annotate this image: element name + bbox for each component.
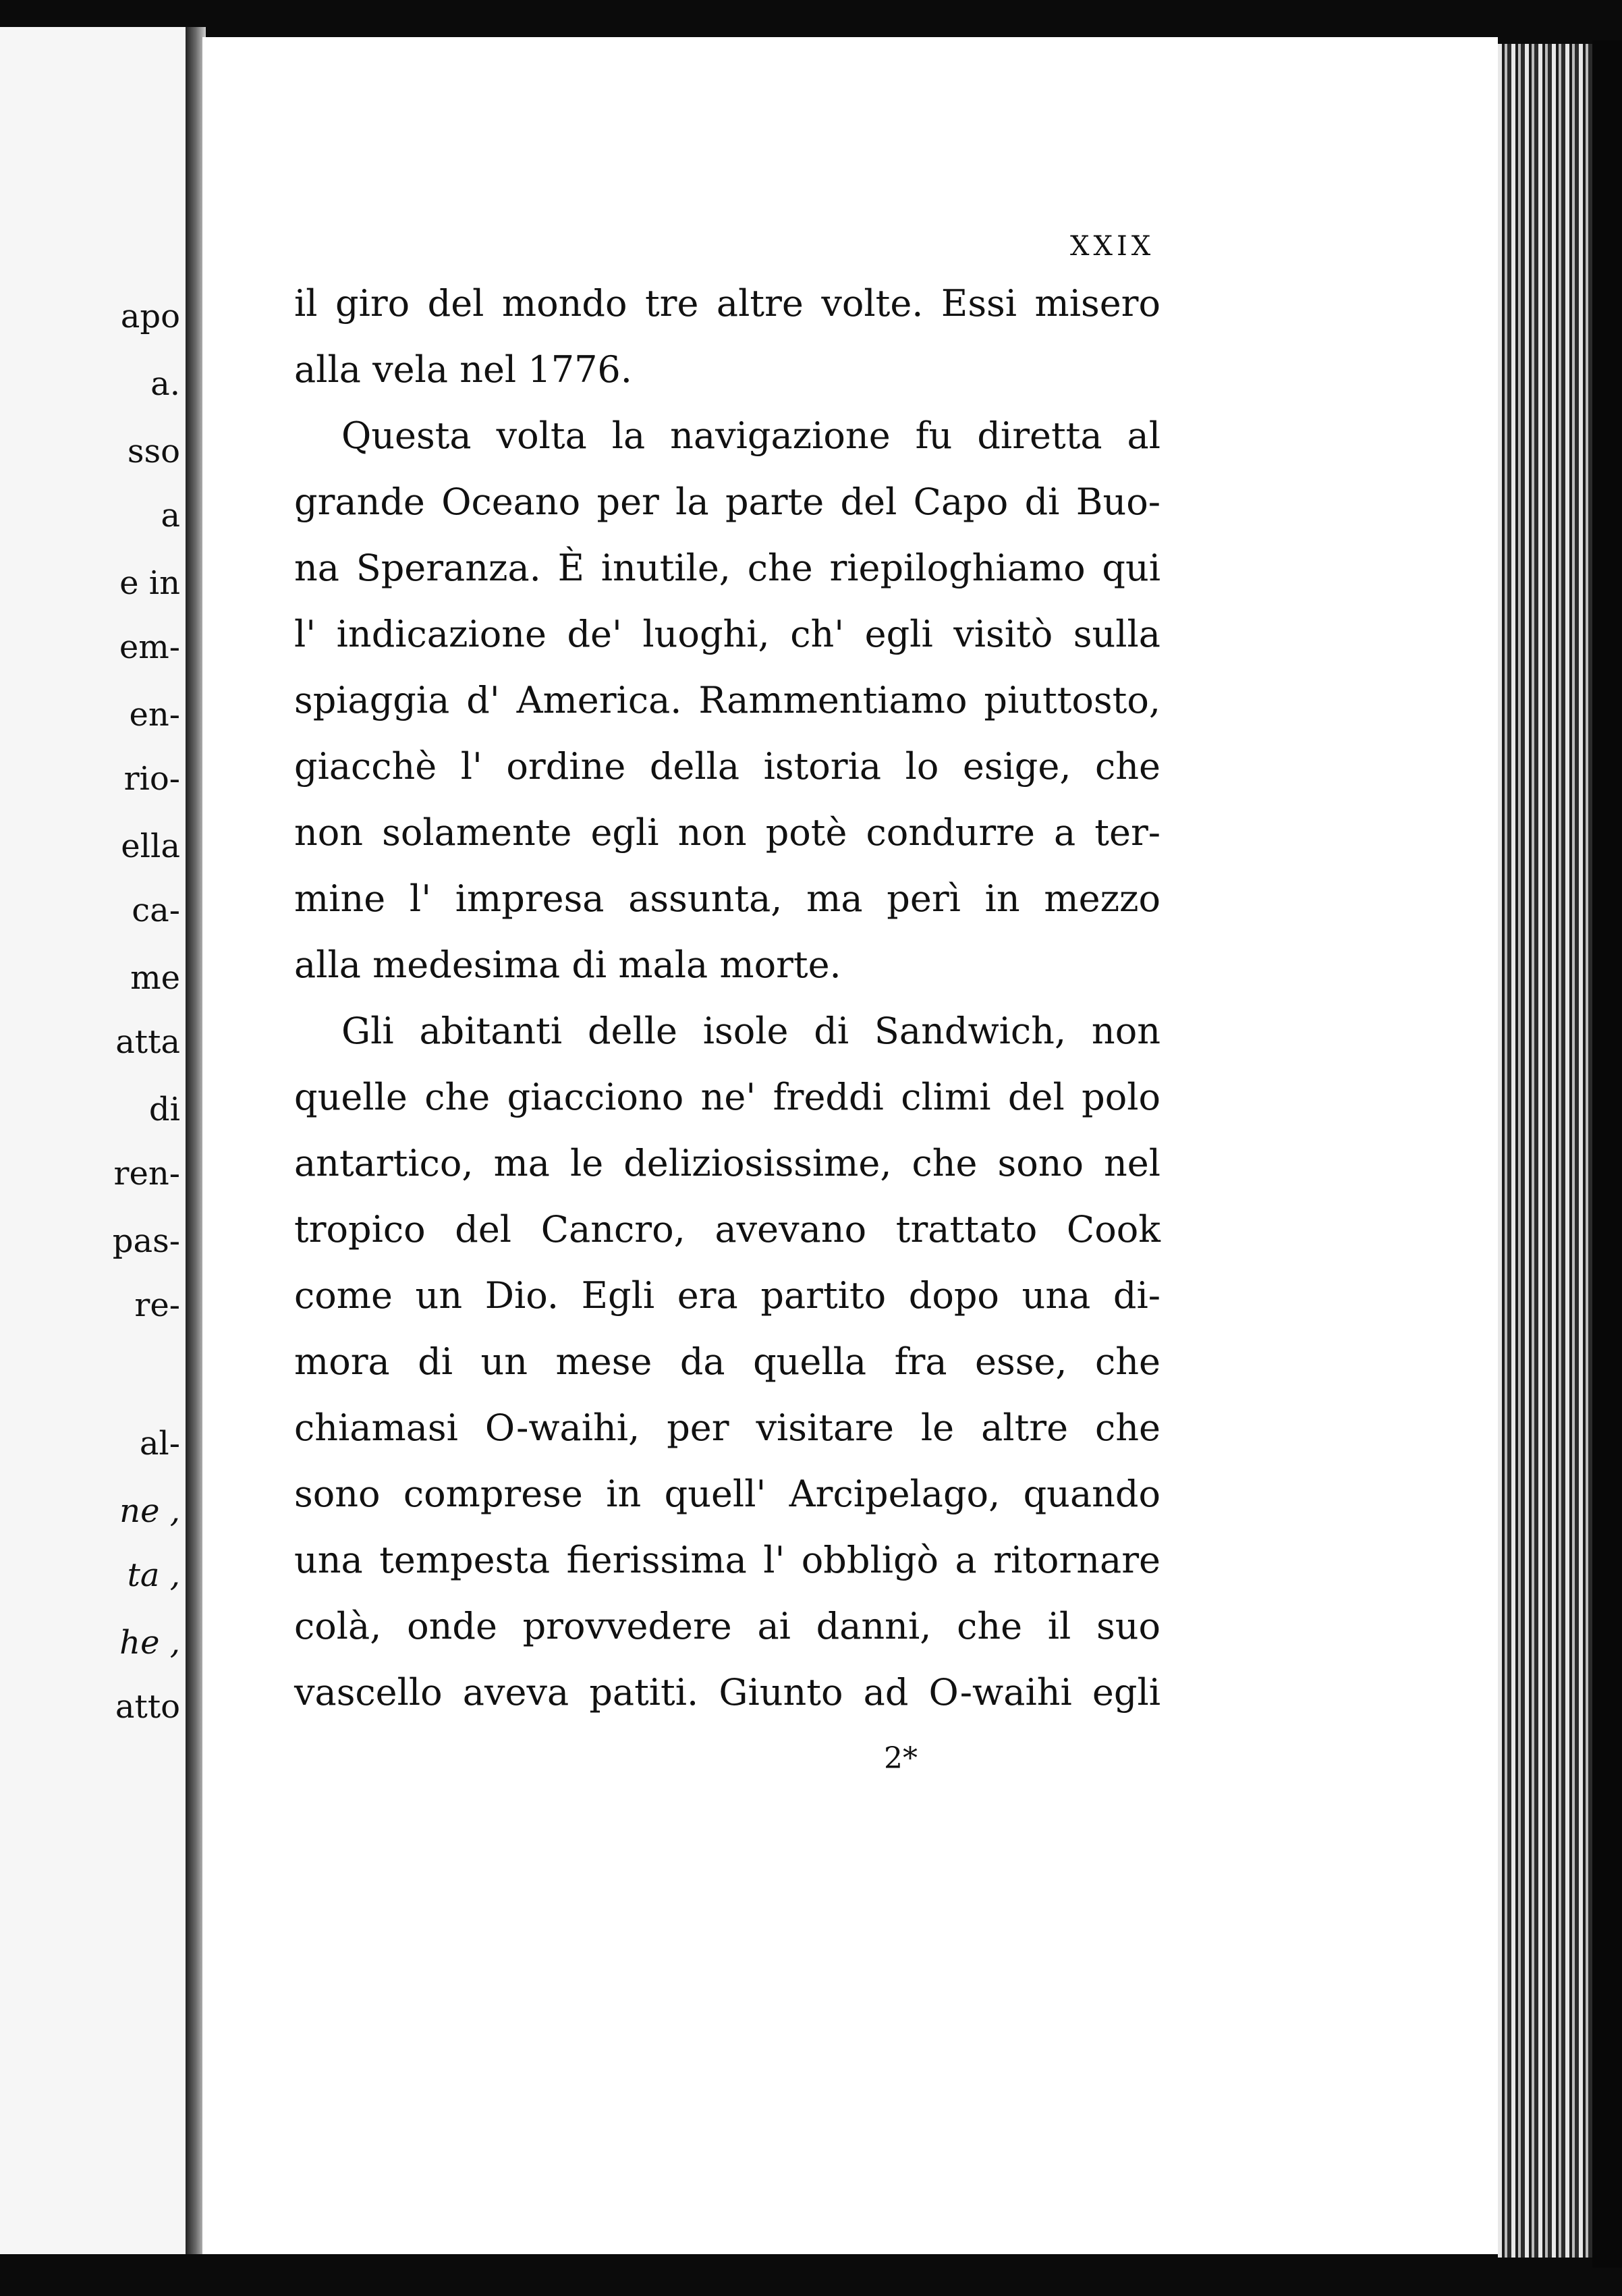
text-line: vascello aveva patiti. Giunto ad O-waihi egli <box>294 1671 1160 1714</box>
text-line: sono comprese in quell' Arcipelago, quando <box>294 1473 1160 1515</box>
page-edges <box>1498 44 1592 2258</box>
text-line: alla vela nel 1776. <box>294 348 632 391</box>
text-line: non solamente egli non potè condurre a ter- <box>294 811 1160 854</box>
text-line: grande Oceano per la parte del Capo di Buo- <box>294 481 1160 523</box>
page-number: XXIX <box>1070 231 1155 262</box>
text-line: l' indicazione de' luoghi, ch' egli visitò sulla <box>294 613 1160 655</box>
text-line: tropico del Cancro, avevano trattato Cook <box>294 1208 1160 1251</box>
left-fragment: sso <box>127 433 180 470</box>
text-line: come un Dio. Egli era partito dopo una di- <box>294 1274 1160 1317</box>
left-fragment: ren- <box>113 1155 180 1193</box>
left-fragment: di <box>148 1091 180 1128</box>
left-fragment: re- <box>134 1286 180 1324</box>
left-fragment: e in <box>119 564 180 602</box>
text-line: Questa volta la navigazione fu diretta al <box>341 414 1160 457</box>
left-fragment: ella <box>121 827 180 865</box>
book-cover-edge <box>1592 40 1622 2268</box>
text-line: na Speranza. È inutile, che riepiloghiamo qui <box>294 547 1160 589</box>
text-line: giacchè l' ordine della istoria lo esige, che <box>294 745 1160 788</box>
text-line: Gli abitanti delle isole di Sandwich, non <box>341 1010 1160 1052</box>
left-fragment: atto <box>115 1688 180 1726</box>
text-line: alla medesima di mala morte. <box>294 944 841 986</box>
left-fragment: ne , <box>119 1492 180 1530</box>
left-fragment: a <box>161 497 180 535</box>
left-fragment: ca- <box>132 892 180 929</box>
left-fragment: a. <box>150 365 180 403</box>
left-page <box>0 27 191 2254</box>
left-fragment: he , <box>119 1624 180 1662</box>
left-fragment: ta , <box>127 1556 180 1594</box>
text-line: quelle che giacciono ne' freddi climi del polo <box>294 1076 1160 1118</box>
left-fragment: atta <box>115 1023 180 1061</box>
left-fragment: rio- <box>123 760 180 798</box>
left-fragment: pas- <box>112 1222 180 1260</box>
text-line: colà, onde provvedere ai danni, che il suo <box>294 1605 1160 1647</box>
left-fragment: em- <box>119 628 180 666</box>
signature-mark: 2* <box>884 1741 918 1776</box>
text-line: una tempesta fierissima l' obbligò a ritornare <box>294 1539 1160 1581</box>
text-line: spiaggia d' America. Rammentiamo piuttosto, <box>294 679 1160 721</box>
left-fragment: me <box>130 959 180 997</box>
text-line: mora di un mese da quella fra esse, che <box>294 1340 1160 1383</box>
left-fragment: apo <box>120 298 180 335</box>
text-line: antartico, ma le deliziosissime, che sono nel <box>294 1142 1160 1184</box>
left-fragment: en- <box>129 696 180 734</box>
left-fragment: al- <box>139 1425 180 1463</box>
text-line: chiamasi O-waihi, per visitare le altre che <box>294 1406 1160 1449</box>
text-line: mine l' impresa assunta, ma perì in mezzo <box>294 877 1160 920</box>
text-line: il giro del mondo tre altre volte. Essi misero <box>294 282 1160 325</box>
